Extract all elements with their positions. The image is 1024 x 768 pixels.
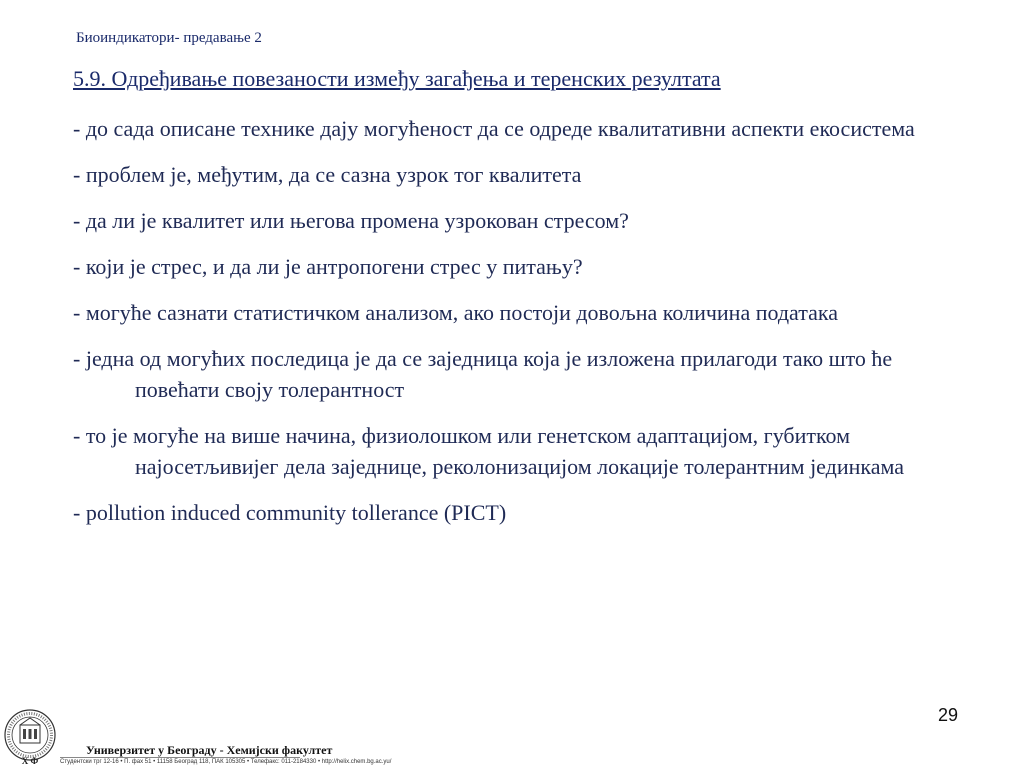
bullet-list [73, 113, 973, 543]
bullet-item: - проблем је, међутим, да се сазна узрок тог квалитета [73, 162, 582, 187]
bullet-item: - могуће сазнати статистичком анализом, ако постоји довољна количина података [73, 300, 839, 325]
footer-address: Студентски трг 12-16 • П. фах 51 • 11158 Београд 118, ПАК 105305 • Телефакс: 011-2184330 • http://helix.chem.bg.ac.yu/ [60, 759, 392, 765]
slide-header: Биоиндикатори- предавање 2 [76, 30, 262, 46]
footer-divider [60, 757, 300, 758]
logo-letters: Х Ф [21, 756, 39, 766]
bullet-item: - то је могуће на више начина, физиолошком или генетском адаптацијом, губитком најосетљивијег дела заједнице, реколонизацијом локације толерантним јединкама [73, 423, 905, 479]
bullet-item: - да ли је квалитет или његова промена узрокован стресом? [73, 208, 629, 233]
bullet-item: - који је стрес, и да ли је антропогени стрес у питању? [73, 254, 583, 279]
slide-title: 5.9. Одређивање повезаности између загађења и теренских резултата [73, 66, 721, 91]
bullet-item: - до сада описане технике дају могућеност да се одреде квалитативни аспекти екосистема [73, 116, 915, 141]
university-seal-icon [2, 708, 58, 766]
bullet-item: - једна од могућих последица је да се заједница која је изложена прилагоди тако што ће повећати своју толерантност [73, 346, 893, 402]
slide-number: 29 [938, 705, 959, 725]
footer-institution-name: Универзитет у Београду - Хемијски факултет [86, 743, 333, 757]
bullet-item: - pollution induced community tollerance (PICT) [73, 500, 507, 525]
